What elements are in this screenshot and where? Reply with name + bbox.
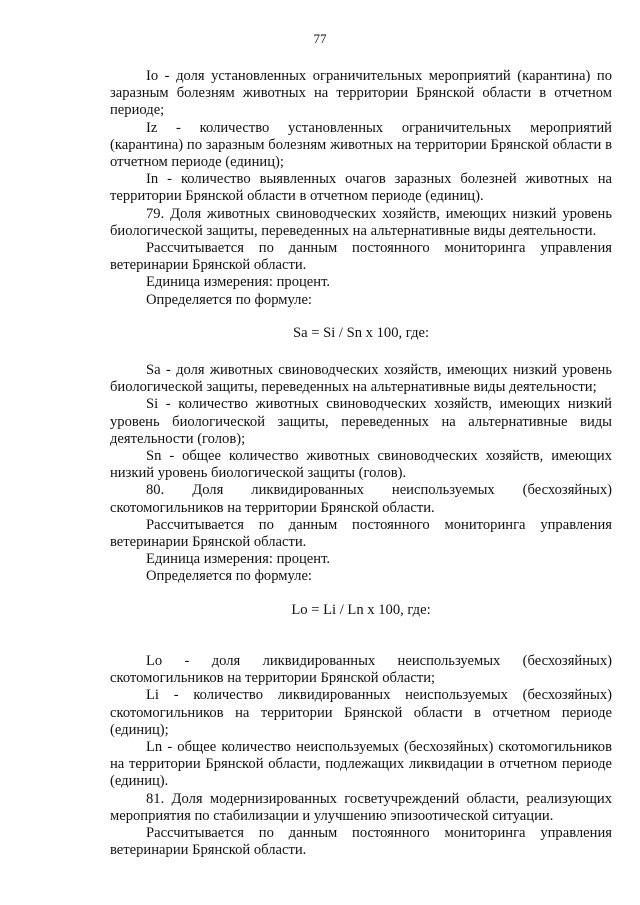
paragraph-sn-definition: Sn - общее количество животных свиноводческих хозяйств, имеющих низкий уровень биологической защиты (голов). [110, 448, 612, 482]
spacer [110, 639, 612, 653]
paragraph-item-79-formula-intro: Определяется по формуле: [146, 291, 312, 308]
page-content [110, 68, 612, 859]
paragraph-in-definition: In - количество выявленных очагов заразных болезней животных на территории Брянской области в отчетном периоде (единиц). [110, 171, 612, 205]
formula-sa: Sa = Si / Sn x 100, где: [292, 324, 430, 341]
paragraph-iz-definition: Iz - количество установленных ограничительных мероприятий (карантина) по заразным болезням животных на территории Брянской области в отчетном периоде (единиц); [110, 119, 612, 171]
paragraph-item-80-title: 80. Доля ликвидированных неиспользуемых (бесхозяйных) скотомогильников на территории Брянской области. [110, 482, 612, 516]
paragraph-item-79-unit: Единица измерения: процент. [146, 274, 331, 291]
formula-lo: Lo = Li / Ln x 100, где: [291, 601, 431, 618]
paragraph-item-80-source: Рассчитывается по данным постоянного мониторинга управления ветеринарии Брянской области. [110, 516, 612, 551]
paragraph-item-80-formula-intro: Определяется по формуле: [146, 568, 312, 585]
paragraph-ln-definition: Ln - общее количество неиспользуемых (бесхозяйных) скотомогильников на территории Брянской области, подлежащих ликвидации в отчетном периоде (единиц). [110, 738, 612, 790]
paragraph-sa-definition: Sa - доля животных свиноводческих хозяйств, имеющих низкий уровень биологической защиты, переведенных на альтернативные виды деятельности; [110, 362, 612, 396]
paragraph-item-81-source: Рассчитывается по данным постоянного мониторинга управления ветеринарии Брянской области. [110, 824, 612, 859]
paragraph-io-definition: Io - доля установленных ограничительных мероприятий (карантина) по заразным болезням животных на территории Брянской области в отчетном периоде; [110, 68, 612, 119]
paragraph-item-81-title: 81. Доля модернизированных госветучреждений области, реализующих мероприятия по стабилизации и улучшению эпизоотической ситуации. [110, 790, 612, 824]
paragraph-si-definition: Si - количество животных свиноводческих хозяйств, имеющих низкий уровень биологической защиты, переведенных на альтернативные виды деятельности (голов); [110, 396, 612, 447]
page-number: 77 [313, 31, 327, 46]
paragraph-item-80-unit: Единица измерения: процент. [146, 551, 331, 568]
paragraph-li-definition: Li - количество ликвидированных неиспользуемых (бесхозяйных) скотомогильников на территории Брянской области в отчетном периоде (единиц); [110, 687, 612, 738]
paragraph-item-79-source: Рассчитывается по данным постоянного мониторинга управления ветеринарии Брянской области. [110, 240, 612, 274]
paragraph-item-79-title: 79. Доля животных свиноводческих хозяйств, имеющих низкий уровень биологической защиты, переведенных на альтернативные виды деятельности. [110, 205, 612, 239]
paragraph-lo-definition: Lo - доля ликвидированных неиспользуемых (бесхозяйных) скотомогильников на территории Брянской области; [110, 652, 612, 687]
